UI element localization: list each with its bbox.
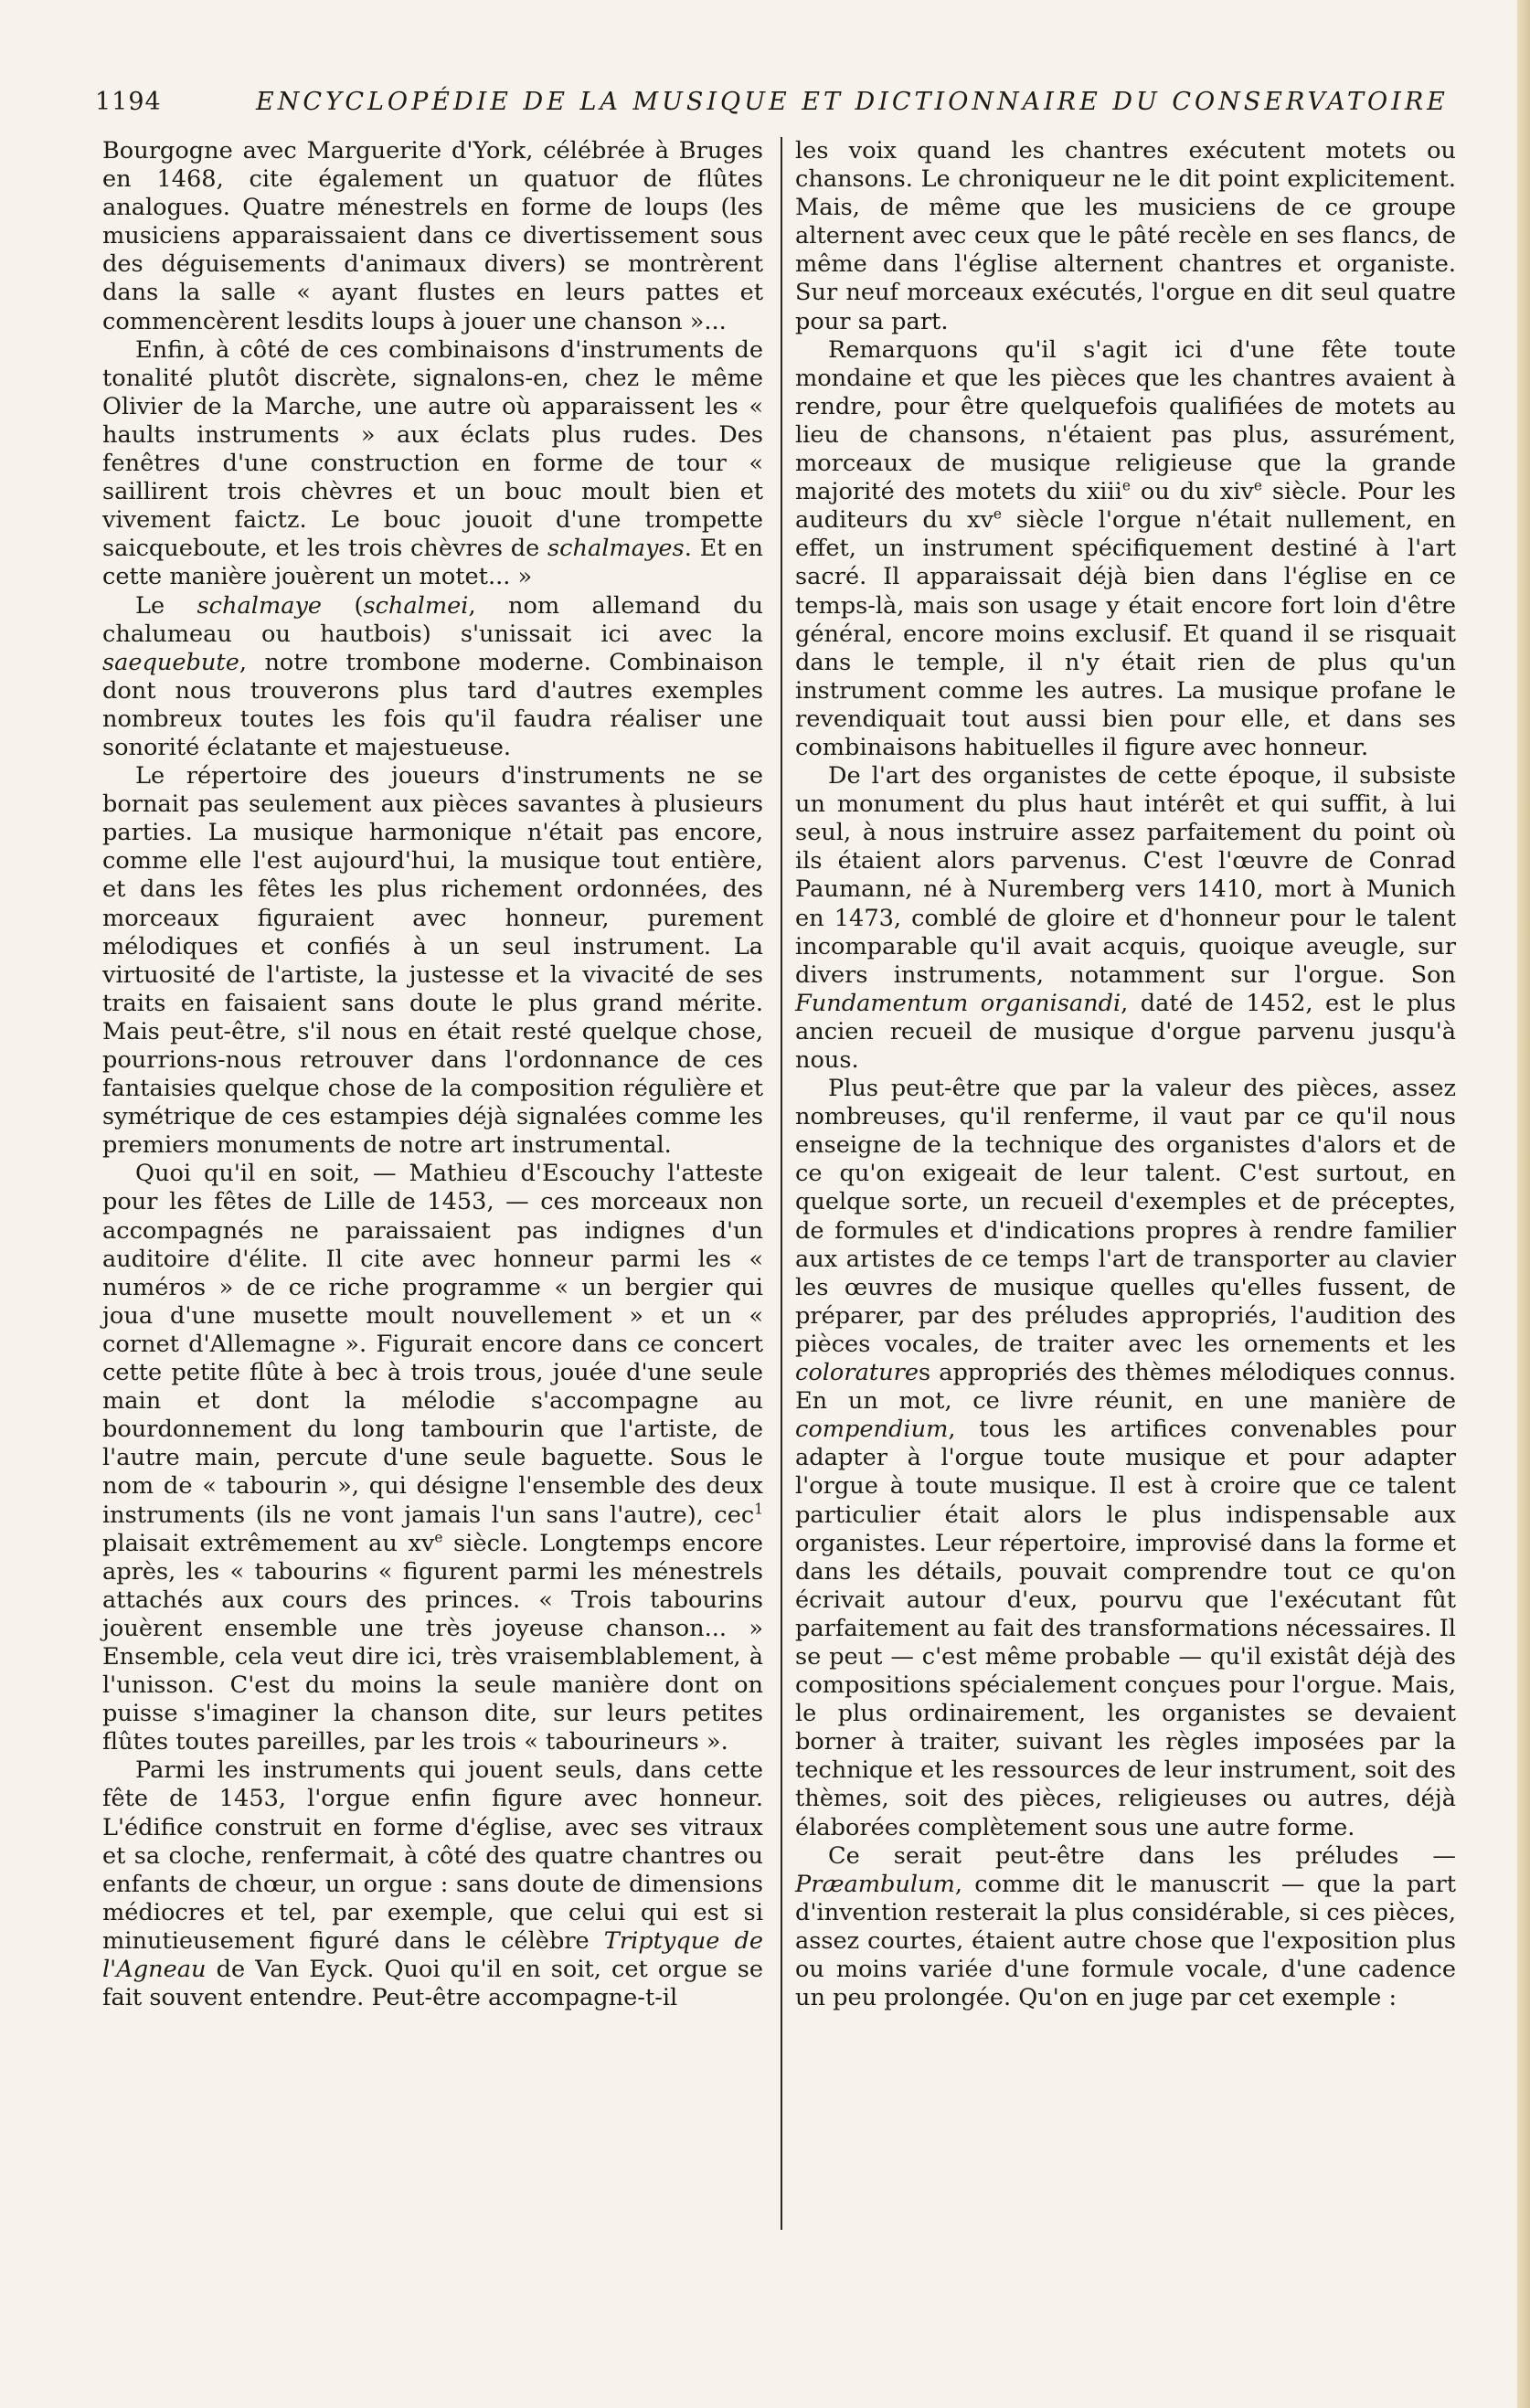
text-run: s appropriés des thèmes mélodiques connus. En un mot, ce livre réunit, en une manière de: [795, 1359, 1456, 1416]
text-run: Plus peut-être que par la valeur des pièces, assez nombreuses, qu'il renferme, il vaut par ce qu'il nous enseigne de la technique des organistes d'alors et de ce qu'on exigeait de leur talent. C'est surtout, en quelque sorte, un recueil d'exemples et de préceptes, de formules et d'indications propres à rendre familier aux artistes de ce temps l'art de transporter au clavier les œuvres de musique quelles qu'elles fussent, de préparer, par des préludes appropriés, l'audition des pièces vocales, de traiter avec les ornements et les: [795, 1075, 1456, 1358]
text-run: les voix quand les chantres exécutent motets ou chansons. Le chroniqueur ne le dit point explicitement. Mais, de même que les musiciens de ce groupe alternent avec ceux que le pâté recèle en ses flancs, de même dans l'église alternent chantres et organiste. Sur neuf morceaux exécutés, l'orgue en dit seul quatre pour sa part.: [795, 137, 1456, 335]
italic-text: schalmaye: [197, 591, 323, 620]
superscript: e: [1121, 477, 1131, 494]
text-run: Bourgogne avec Marguerite d'York, célébrée à Bruges en 1468, cite également un quatuor de flûtes analogues. Quatre ménestrels en forme de loups (les musiciens apparaissaient dans ce divertissement sous des déguisements d'animaux divers) se montrèrent dans la salle « ayant flustes en leurs pattes et commencèrent lesdits loups à jouer une chanson »...: [102, 137, 763, 335]
paragraph: [102, 762, 763, 1160]
text-run: ou du xiv: [1130, 478, 1254, 506]
paragraph: [102, 336, 763, 592]
italic-text: schalmayes: [547, 535, 685, 563]
left-column: [102, 137, 763, 2012]
paragraph: [102, 592, 763, 763]
italic-text: schalmei: [363, 591, 469, 620]
text-run: . Et en cette manière jouèrent un motet... »: [102, 535, 763, 591]
column-divider: [781, 137, 782, 2230]
paragraph: [795, 137, 1456, 336]
right-column: [795, 137, 1456, 2012]
page-header: [95, 88, 1471, 121]
text-run: plaisait extrêmement au xv: [102, 1529, 435, 1557]
text-run: de Van Eyck. Quoi qu'il en soit, cet orgue se fait souvent entendre. Peut-être accompagne-t-il: [102, 1956, 763, 2012]
text-run: De l'art des organistes de cette époque, il subsiste un monument du plus haut intérêt et qui suffit, à lui seul, à nous instruire assez parfaitement du point où ils étaient alors parvenus. C'est l'œuvre de Conrad Paumann, né à Nuremberg vers 1410, mort à Munich en 1473, comblé de gloire et d'honneur pour le talent incomparable qu'il avait acquis, quoique aveugle, sur divers instruments, notamment sur l'orgue. Son: [795, 762, 1456, 989]
page-edge: [1517, 0, 1530, 2408]
page-number: 1194: [95, 88, 162, 116]
superscript: e: [434, 1529, 443, 1546]
text-run: Parmi les instruments qui jouent seuls, dans cette fête de 1453, l'orgue enfin figure avec honneur. L'édifice construit en forme d'église, avec ses vitraux et sa cloche, renfermait, à côté des quatre chantres ou enfants de chœur, un orgue : sans doute de dimensions médiocres et tel, par exemple, que celui qui est si minutieusement figuré dans le célèbre: [102, 1756, 763, 1955]
superscript: e: [993, 505, 1002, 523]
italic-text: Triptyque de l'Agneau: [102, 1926, 763, 1983]
text-run: Quoi qu'il en soit, — Mathieu d'Escouchy l'atteste pour les fêtes de Lille de 1453, — ces morceaux non accompagnés ne paraissaient pas indignes d'un auditoire d'élite. Il cite avec honneur parmi les « numéros » de ce riche programme « un bergier qui joua d'une musette moult nouvellement » et un « cornet d'Allemagne ». Figurait encore dans ce concert cette petite flûte à bec à trois trous, jouée d'une seule main et dont la mélodie s'accompagne au bourdonnement du long tambourin que l'artiste, de l'autre main, percute d'une seule baguette. Sous le nom de « tabourin », qui désigne l'ensemble des deux instruments (ils ne vont jamais l'un sans l'autre), cec: [102, 1160, 763, 1529]
text-run: Le: [135, 591, 197, 620]
text-run: , comme dit le manuscrit — que la part d'invention resterait la plus considérable, si ces pièces, assez courtes, étaient autre chose que l'exposition plus ou moins variée d'une formule vocale, d'une cadence un peu prolongée. Qu'on en juge par cet exemple :: [795, 1870, 1456, 2012]
text-run: , daté de 1452, est le plus ancien recueil de musique d'orgue parvenu jusqu'à nous.: [795, 989, 1457, 1074]
italic-text: Fundamentum organisandi: [795, 989, 1121, 1017]
text-run: , nom allemand du chalumeau ou hautbois) s'unissait ici avec la: [102, 591, 763, 648]
running-title: ENCYCLOPÉDIE DE LA MUSIQUE ET DICTIONNAIRE DU CONSERVATOIRE: [256, 88, 1449, 116]
paragraph: [795, 762, 1456, 1075]
superscript: 1: [754, 1500, 763, 1517]
superscript: e: [1253, 477, 1262, 494]
text-run: Enfin, à côté de ces combinaisons d'instruments de tonalité plutôt discrète, signalons-en, chez le même Olivier de la Marche, une autre où apparaissent les « haults instruments » aux éclats plus rudes. Des fenêtres d'une construction en forme de tour « saillirent trois chèvres et un bouc moult bien et vivement faictz. Le bouc jouoit d'une trompette saicqueboute, et les trois chèvres de: [102, 335, 763, 563]
text-run: (: [322, 591, 364, 620]
italic-text: compendium: [795, 1416, 949, 1444]
paragraph: [795, 1075, 1456, 1842]
paragraph: [102, 1160, 763, 1756]
italic-text: saequebute: [102, 648, 239, 676]
text-run: , notre trombone moderne. Combinaison dont nous trouverons plus tard d'autres exemples nombreux toutes les fois qu'il faudra réaliser une sonorité éclatante et majestueuse.: [102, 648, 763, 761]
text-run: siècle. Pour les auditeurs du xv: [795, 478, 1456, 535]
paragraph: [102, 137, 763, 336]
text-run: Ce serait peut-être dans les préludes —: [828, 1841, 1456, 1870]
text-run: Remarquons qu'il s'agit ici d'une fête toute mondaine et que les pièces que les chantres avaient à rendre, pour être quelquefois qualifiées de motets au lieu de chansons, n'étaient pas plus, assurément, morceaux de musique religieuse que la grande majorité des motets du xiii: [795, 335, 1456, 506]
paragraph: [795, 336, 1456, 762]
italic-text: colorature: [795, 1359, 919, 1387]
text-run: siècle l'orgue n'était nullement, en effet, un instrument spécifiquement destiné à l'art sacré. Il apparaissait déjà bien dans l'église en ce temps-là, mais son usage y était encore fort loin d'être général, encore moins exclusif. Et quand il se risquait dans le temple, il n'y était rien de plus qu'un instrument comme les autres. La musique profane le revendiquait tout aussi bien pour elle, et dans ses combinaisons habituelles il figure avec honneur.: [795, 506, 1456, 761]
text-run: siècle. Longtemps encore après, les « tabourins « figurent parmi les ménestrels attachés aux cours des princes. « Trois tabourins jouèrent ensemble une très joyeuse chanson... » Ensemble, cela veut dire ici, très vraisemblablement, à l'unisson. C'est du moins la seule manière dont on puisse s'imaginer la chanson dite, sur leurs petites flûtes toutes pareilles, par les trois « tabourineurs ».: [102, 1529, 763, 1756]
italic-text: Præambulum: [795, 1870, 955, 1898]
text-run: Le répertoire des joueurs d'instruments ne se bornait pas seulement aux pièces savantes à plusieurs parties. La musique harmonique n'était pas encore, comme elle l'est aujourd'hui, la musique tout entière, et dans les fêtes les plus richement ordonnées, des morceaux figuraient avec honneur, purement mélodiques et confiés à un seul instrument. La virtuosité de l'artiste, la justesse et la vivacité de ses traits en faisaient sans doute le plus grand mérite. Mais peut-être, s'il nous en était resté quelque chose, pourrions-nous retrouver dans l'ordonnance de ces fantaisies quelque chose de la composition régulière et symétrique de ces estampies déjà signalées comme les premiers monuments de notre art instrumental.: [102, 762, 763, 1160]
paragraph: [102, 1756, 763, 2012]
paragraph: [795, 1842, 1456, 2013]
text-run: , tous les artifices convenables pour adapter à l'orgue toute musique et pour adapter l'orgue à toute musique. Il est à croire que ce talent particulier était alors le plus indispensable aux organistes. Leur répertoire, improvisé dans la forme et dans les détails, pouvait comprendre tout ce qu'on écrivait autour d'eux, pourvu que l'exécutant fût parfaitement au fait des transformations nécessaires. Il se peut — c'est même probable — qu'il existât déjà des compositions spécialement conçues pour l'orgue. Mais, le plus ordinairement, les organistes se devaient borner à traiter, suivant les règles imposées par la technique et les ressources de leur instrument, soit des thèmes, soit des pièces, religieuses ou autres, déjà élaborées complètement sous une autre forme.: [795, 1416, 1456, 1841]
